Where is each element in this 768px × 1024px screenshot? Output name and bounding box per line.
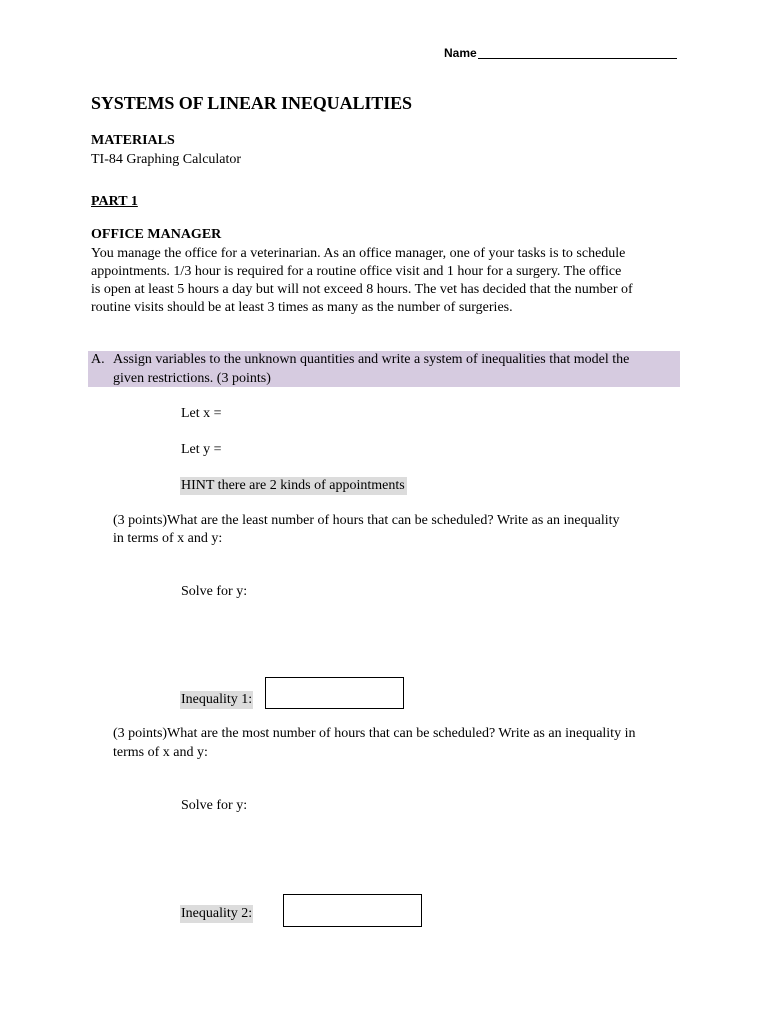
solve-for-y-prompt-1: Solve for y: (181, 584, 248, 599)
materials-heading: MATERIALS (91, 133, 175, 148)
problem-paragraph (91, 245, 687, 317)
question-2-text-line1: (3 points)What are the most number of hours that can be scheduled? Write as an inequality in (113, 726, 636, 741)
question-a-text-line2: given restrictions. (3 points) (113, 371, 271, 386)
question-2-text-line2: terms of x and y: (113, 745, 208, 760)
question-a-text-line1: Assign variables to the unknown quantities and write a system of inequalities that model the (113, 352, 630, 367)
page-title: SYSTEMS OF LINEAR INEQUALITIES (91, 93, 412, 113)
paragraph-line: appointments. 1/3 hour is required for a routine office visit and 1 hour for a surgery. The office (91, 264, 622, 279)
inequality-1-answer-box[interactable] (265, 677, 404, 709)
let-y-prompt: Let y = (181, 442, 222, 457)
question-1-text-line1: (3 points)What are the least number of hours that can be scheduled? Write as an inequality (113, 513, 620, 528)
inequality-1-label: Inequality 1: (181, 692, 253, 707)
let-x-prompt: Let x = (181, 406, 222, 421)
solve-for-y-prompt-2: Solve for y: (181, 798, 248, 813)
paragraph-line: is open at least 5 hours a day but will not exceed 8 hours. The vet has decided that the number of (91, 282, 633, 297)
part-heading: PART 1 (91, 194, 138, 209)
paragraph-line: routine visits should be at least 3 times as many as the number of surgeries. (91, 300, 513, 315)
materials-item: TI-84 Graphing Calculator (91, 152, 242, 167)
question-a-letter: A. (91, 352, 105, 367)
name-field[interactable] (444, 46, 677, 60)
inequality-2-answer-box[interactable] (283, 894, 422, 927)
name-label: Name (444, 46, 477, 60)
inequality-2-label: Inequality 2: (181, 906, 253, 921)
hint-text: HINT there are 2 kinds of appointments (181, 478, 405, 493)
paragraph-line: You manage the office for a veterinarian. As an office manager, one of your tasks is to schedule (91, 246, 626, 261)
office-manager-heading: OFFICE MANAGER (91, 227, 222, 242)
question-1-text-line2: in terms of x and y: (113, 531, 223, 546)
name-blank-line[interactable] (478, 46, 677, 59)
